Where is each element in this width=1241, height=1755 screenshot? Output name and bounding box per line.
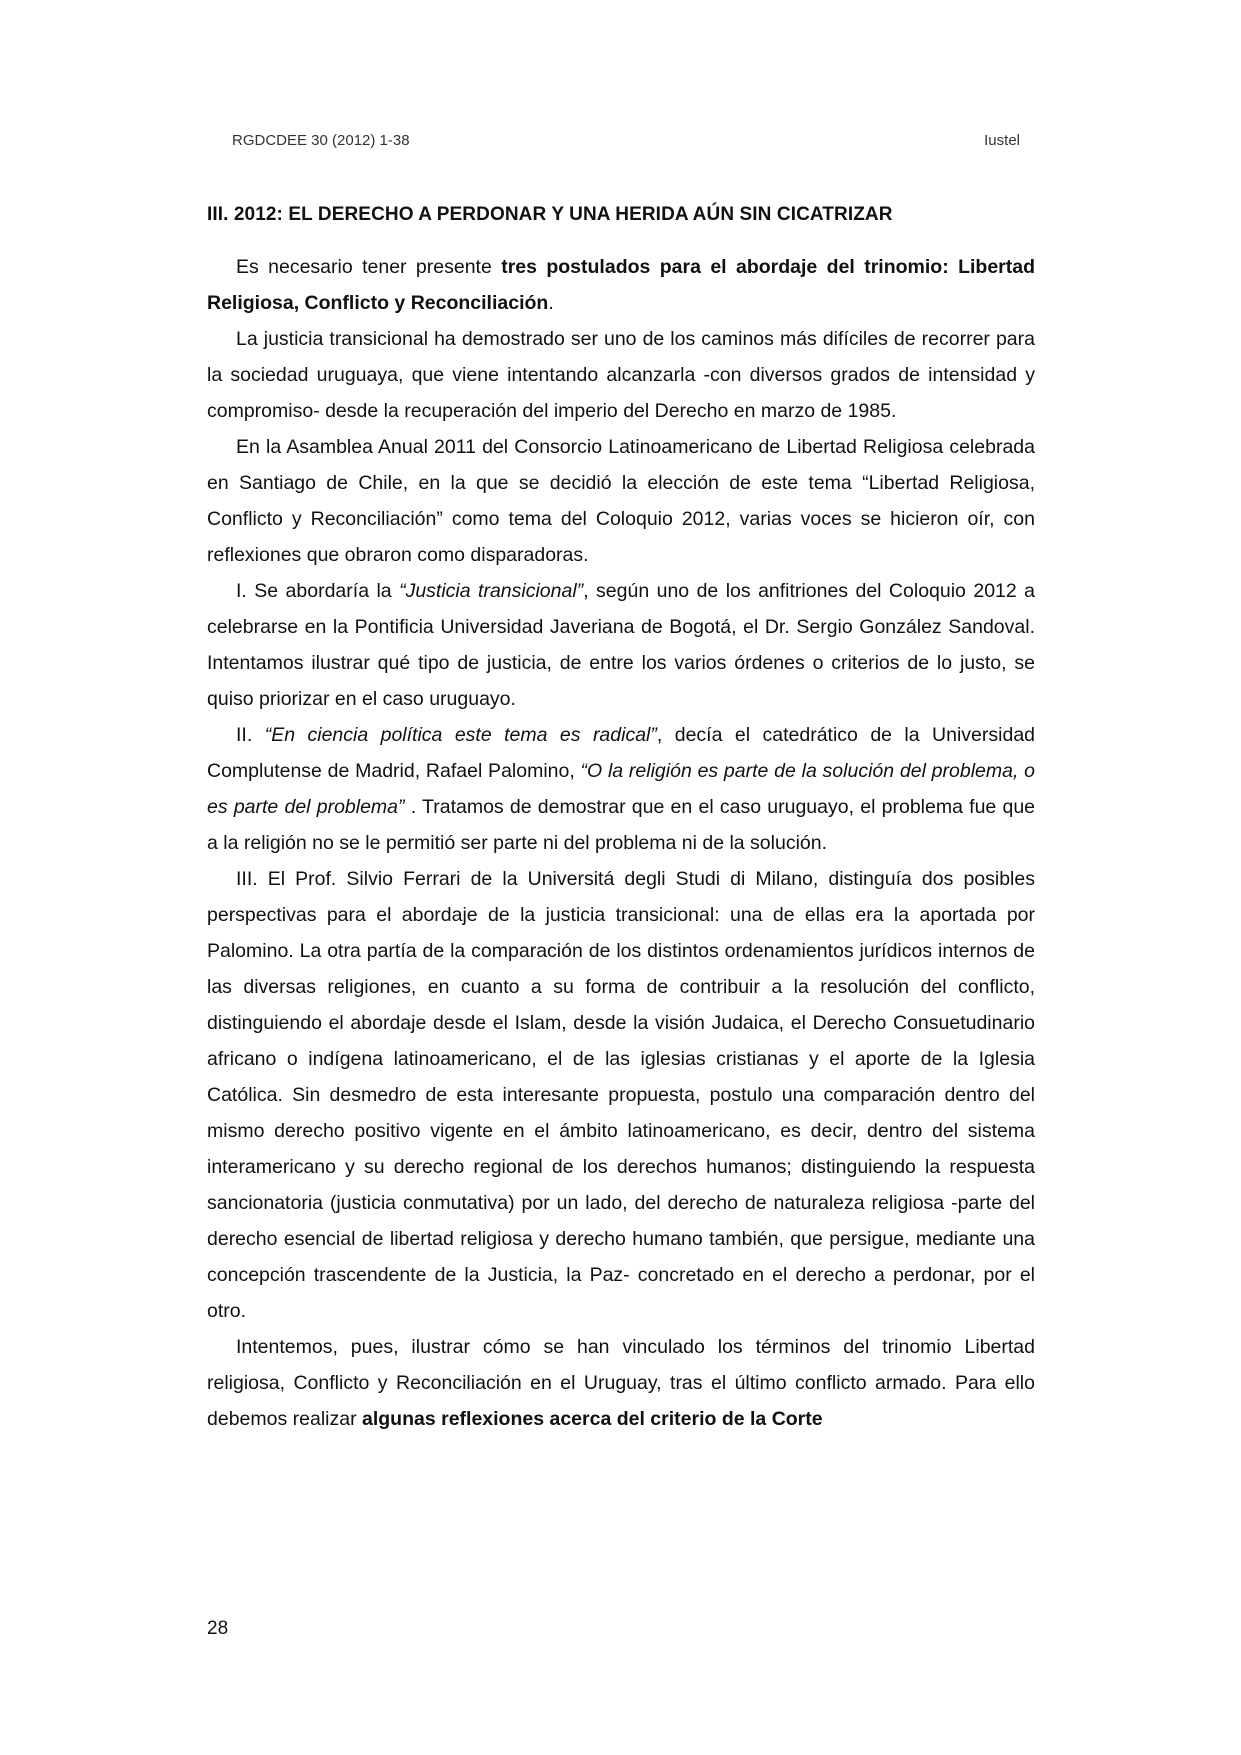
paragraph-7 [207, 1329, 1035, 1437]
p5-italic-quote-2: “O la religión es parte de la solución del problema, o es parte del problema” [207, 760, 1035, 818]
p1-bold: tres postulados para el abordaje del trinomio: Libertad Religiosa, Conflicto y Reconciliación [207, 256, 1036, 314]
p5-middle: , decía el catedrático de la Universidad Complutense de Madrid, Rafael Palomino, [207, 724, 1036, 782]
p4-rest: , según uno de los anfitriones del Coloquio 2012 a celebrarse en la Pontificia Universidad Javeriana de Bogotá, el Dr. Sergio González Sandoval. Intentamos ilustrar qué tipo de justicia, de entre los varios órdenes o criterios de lo justo, se quiso priorizar en el caso uruguayo. [207, 580, 1036, 710]
p1-end: . [548, 292, 554, 314]
paragraph-6: III. El Prof. Silvio Ferrari de la Universitá degli Studi di Milano, distinguía dos posibles perspectivas para el abordaje de la justicia transicional: una de ellas era la aportada por Palomino. La otra partía de la comparación de los distintos ordenamientos jurídicos internos de las diversas religiones, en cuanto a su forma de contribuir a la resolución del conflicto, distinguiendo el abordaje desde el Islam, desde la visión Judaica, el Derecho Consuetudinario africano o indígena latinoamericano, el de las iglesias cristianas y el aporte de la Iglesia Católica. Sin desmedro de esta interesante propuesta, postulo una comparación dentro del mismo derecho positivo vigente en el ámbito latinoamericano, es decir, dentro del sistema interamericano y su derecho regional de los derechos humanos; distinguiendo la respuesta sancionatoria (justicia conmutativa) por un lado, del derecho de naturaleza religiosa -parte del derecho esencial de libertad religiosa y derecho humano también, que persigue, mediante una concepción trascendente de la Justicia, la Paz- concretado en el derecho a perdonar, por el otro. [207, 868, 1035, 1322]
p5-text: II. [236, 724, 265, 746]
publisher-name: Iustel [984, 132, 1020, 149]
page-number: 28 [207, 1618, 229, 1639]
paragraph-4 [207, 573, 1035, 717]
section-title: III. 2012: EL DERECHO A PERDONAR Y UNA HERIDA AÚN SIN CICATRIZAR [207, 204, 893, 225]
p1-text: Es necesario tener presente [236, 256, 502, 278]
p7-bold: algunas reflexiones acerca del criterio de la Corte [362, 1408, 823, 1430]
paragraph-1 [207, 249, 1035, 321]
paragraph-5 [207, 717, 1035, 861]
p4-italic: “Justicia transicional” [399, 580, 584, 602]
paragraph-3: En la Asamblea Anual 2011 del Consorcio Latinoamericano de Libertad Religiosa celebrada en Santiago de Chile, en la que se decidió la elección de este tema “Libertad Religiosa, Conflicto y Reconciliación” como tema del Coloquio 2012, varias voces se hicieron oír, con reflexiones que obraron como disparadoras. [207, 436, 1035, 566]
document-body [207, 204, 1035, 1437]
journal-citation: RGDCDEE 30 (2012) 1-38 [232, 132, 410, 149]
p5-italic-quote-1: “En ciencia política este tema es radical” [264, 724, 657, 746]
p7-text: Intentemos, pues, ilustrar cómo se han vinculado los términos del trinomio Libertad religiosa, Conflicto y Reconciliación en el Uruguay, tras el último conflicto armado. Para ello debemos realizar [207, 1336, 1035, 1430]
p4-text: I. Se abordaría la [236, 580, 400, 602]
paragraph-2: La justicia transicional ha demostrado ser uno de los caminos más difíciles de recorrer para la sociedad uruguaya, que viene intentando alcanzarla -con diversos grados de intensidad y compromiso- desde la recuperación del imperio del Derecho en marzo de 1985. [207, 328, 1035, 422]
running-header [232, 132, 1020, 154]
p5-rest: . Tratamos de demostrar que en el caso uruguayo, el problema fue que a la religión no se le permitió ser parte ni del problema ni de la solución. [207, 796, 1036, 854]
